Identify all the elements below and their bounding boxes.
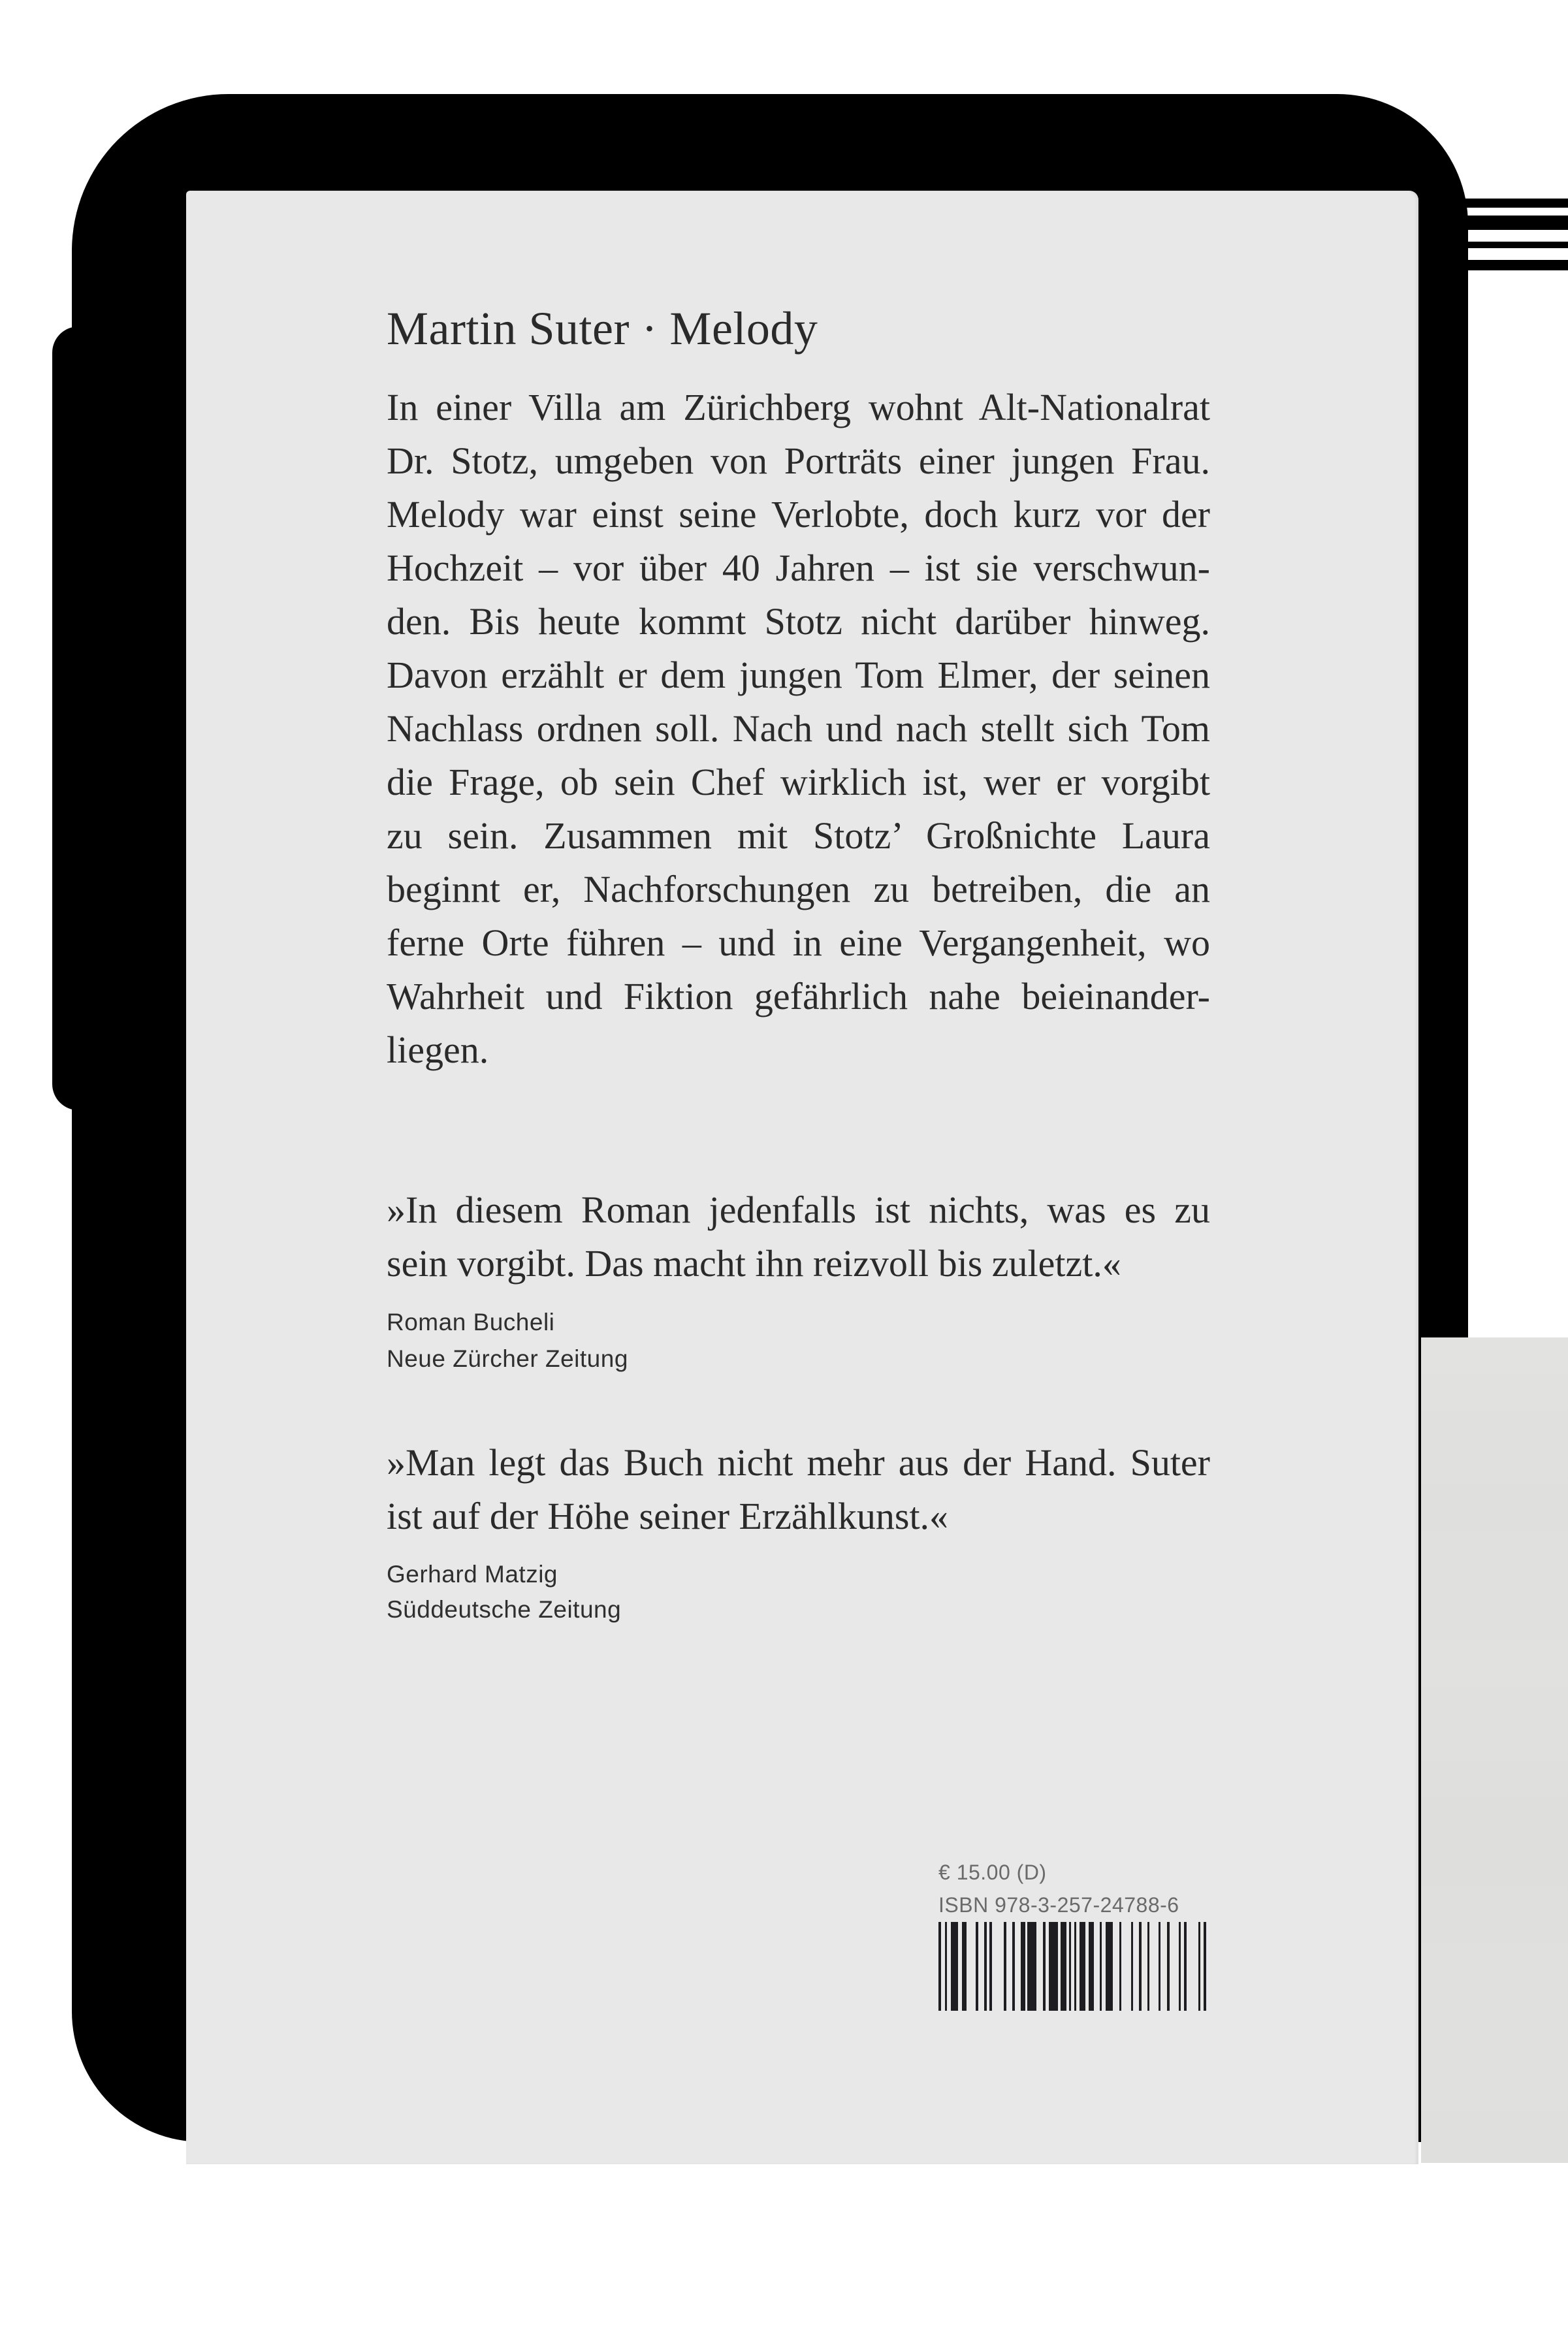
- barcode-bar: [1179, 1922, 1181, 2011]
- blurb-line: die Frage, ob sein Chef wirklich ist, wer er vorgibt: [387, 761, 1210, 803]
- book-shadow-left: [52, 327, 91, 1110]
- barcode-bar: [962, 1922, 967, 2011]
- barcode-bar: [1198, 1922, 1200, 2011]
- barcode-bar: [1061, 1922, 1066, 2011]
- review-quote: [387, 1436, 1210, 1543]
- reviewer-name: Gerhard Matzig: [387, 1561, 558, 1588]
- isbn-label: ISBN 978-3-257-24788-6: [938, 1893, 1179, 1917]
- review-quote-line: ist auf der Höhe seiner Erzählkunst.«: [387, 1495, 949, 1537]
- barcode-bar: [938, 1922, 941, 2011]
- book-title-line: Martin Suter · Melody: [387, 302, 818, 355]
- barcode-bar: [1074, 1922, 1076, 2011]
- shadow-stripe: [1437, 216, 1568, 230]
- review-publication: Neue Zürcher Zeitung: [387, 1345, 628, 1372]
- review-attribution: [387, 1304, 628, 1377]
- review-quote-line: »In diesem Roman jedenfalls ist nichts, was es zu: [387, 1189, 1210, 1231]
- barcode-bar: [1043, 1922, 1046, 2011]
- shadow-stripe: [1437, 260, 1568, 270]
- blurb-line: In einer Villa am Zürichberg wohnt Alt-Nationalrat: [387, 386, 1210, 428]
- review-attribution: [387, 1557, 621, 1627]
- blurb-line: Melody war einst seine Verlobte, doch kurz vor der: [387, 493, 1210, 536]
- blurb-line: liegen.: [387, 1029, 489, 1071]
- barcode-bar: [1089, 1922, 1094, 2011]
- barcode-bar: [1080, 1922, 1085, 2011]
- barcode-bar: [945, 1922, 947, 2011]
- barcode-bar: [1012, 1922, 1015, 2011]
- barcode-bar: [1204, 1922, 1206, 2011]
- review-quote-line: »Man legt das Buch nicht mehr aus der Hand. Suter: [387, 1441, 1210, 1484]
- barcode-bar: [1106, 1922, 1113, 2011]
- blurb-line: beginnt er, Nachforschungen zu betreiben, die an: [387, 868, 1210, 910]
- barcode-bar: [1049, 1922, 1058, 2011]
- barcode-bar: [1027, 1922, 1036, 2011]
- blurb-line: ferne Orte führen – und in eine Vergangenheit, wo: [387, 921, 1210, 964]
- barcode-bar: [1159, 1922, 1160, 2011]
- price-label: € 15.00 (D): [938, 1861, 1047, 1884]
- barcode-bar: [1021, 1922, 1025, 2011]
- barcode: [938, 1922, 1207, 2011]
- review-publication: Süddeutsche Zeitung: [387, 1596, 622, 1623]
- shadow-stripe: [1437, 199, 1568, 208]
- blurb-line: zu sein. Zusammen mit Stotz’ Großnichte Laura: [387, 814, 1210, 857]
- barcode-bar: [1100, 1922, 1102, 2011]
- blurb: [387, 381, 1210, 1077]
- barcode-bar: [1139, 1922, 1142, 2011]
- barcode-bar: [1167, 1922, 1170, 2011]
- barcode-bar: [976, 1922, 978, 2011]
- barcode-bar: [1147, 1922, 1149, 2011]
- blurb-line: Hochzeit – vor über 40 Jahren – ist sie verschwun-: [387, 547, 1210, 589]
- barcode-bar: [951, 1922, 958, 2011]
- blurb-line: Wahrheit und Fiktion gefährlich nahe beieinander-: [387, 975, 1210, 1017]
- barcode-bar: [984, 1922, 987, 2011]
- adjacent-book-edge: [1421, 1337, 1568, 2163]
- barcode-bar: [1004, 1922, 1006, 2011]
- blurb-line: Nachlass ordnen soll. Nach und nach stellt sich Tom: [387, 707, 1210, 750]
- blurb-line: Davon erzählt er dem jungen Tom Elmer, der seinen: [387, 654, 1210, 696]
- review-quote: [387, 1183, 1210, 1290]
- shadow-stripe: [1437, 242, 1568, 248]
- reviewer-name: Roman Bucheli: [387, 1309, 555, 1335]
- barcode-bar: [1069, 1922, 1071, 2011]
- blurb-line: Dr. Stotz, umgeben von Porträts einer jungen Frau.: [387, 440, 1210, 482]
- review-quote-line: sein vorgibt. Das macht ihn reizvoll bis zuletzt.«: [387, 1242, 1121, 1285]
- barcode-bar: [1131, 1922, 1133, 2011]
- price-isbn-block: [938, 1856, 1179, 1921]
- barcode-bar: [1184, 1922, 1187, 2011]
- barcode-bar: [989, 1922, 992, 2011]
- barcode-bar: [1119, 1922, 1121, 2011]
- blurb-line: den. Bis heute kommt Stotz nicht darüber hinweg.: [387, 600, 1210, 643]
